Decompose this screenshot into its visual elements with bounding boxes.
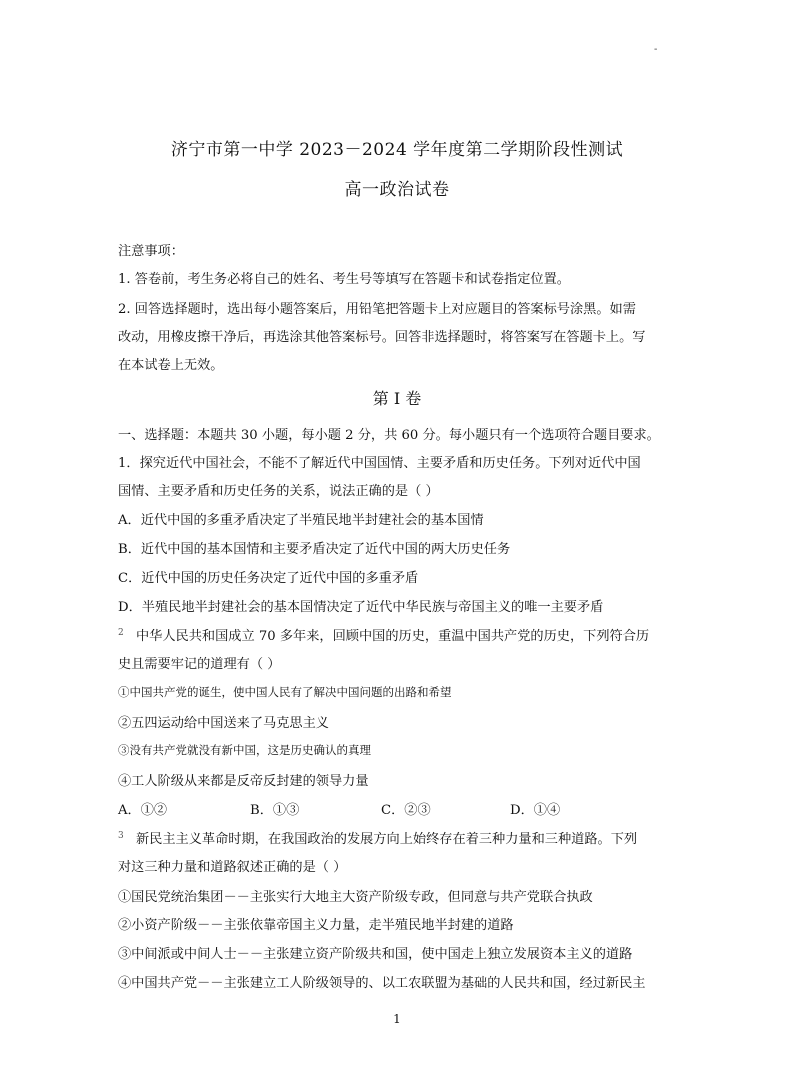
q2-stem-line-2: 史且需要牢记的道理有（ ） [118,657,281,672]
q2-number: 2 [118,628,124,638]
q1-option-d: D．半殖民地半封建社会的基本国情决定了近代中华民族与帝国主义的唯一主要矛盾 [118,600,604,615]
q3-number: 3 [118,831,124,841]
exam-title: 济宁市第一中学 2023－2024 学年度第二学期阶段性测试 [170,140,624,160]
q2-statement-2: ②五四运动给中国送来了马克思主义 [118,716,329,731]
notice-item-2-line-2: 改动，用橡皮擦干净后，再选涂其他答案标号。回答非选择题时，将答案写在答题卡上。写 [118,330,646,345]
notice-heading: 注意事项： [118,244,184,259]
q1-stem-line-2: 国情、主要矛盾和历史任务的关系，说法正确的是（ ） [118,484,439,499]
part-heading: 一、选择题：本题共 30 小题，每小题 2 分，共 60 分。每小题只有一个选项符合题目要求。 [118,428,660,443]
q3-stem-line-1: 新民主主义革命时期，在我国政治的发展方向上始终存在着三种力量和三种道路。下列 [136,832,638,847]
q2-statement-1: ①中国共产党的诞生，使中国人民有了解决中国问题的出路和希望 [118,685,452,699]
q1-stem-line-1: 1．探究近代中国社会，不能不了解近代中国国情、主要矛盾和历史任务。下列对近代中国 [118,456,641,471]
q2-statement-3: ③没有共产党就没有新中国，这是历史确认的真理 [118,743,371,757]
page-number: 1 [393,1012,401,1026]
q2-option-c: C．②③ [381,803,431,818]
q1-option-c: C．近代中国的历史任务决定了近代中国的多重矛盾 [118,571,419,586]
q2-option-d: D．①④ [510,803,561,818]
q3-stem-line-2: 对这三种力量和道路叙述正确的是（ ） [118,860,347,875]
notice-item-1: 1. 答卷前，考生务必将自己的姓名、考生号等填写在答题卡和试卷指定位置。 [118,272,570,287]
corner-mark: - [654,44,658,55]
section-title: 第 I 卷 [372,389,422,408]
q3-statement-2: ②小资产阶级－－主张依靠帝国主义力量，走半殖民地半封建的道路 [118,918,514,933]
q1-option-a: A．近代中国的多重矛盾决定了半殖民地半封建社会的基本国情 [118,513,484,528]
q3-statement-4: ④中国共产党－－主张建立工人阶级领导的、以工农联盟为基础的人民共和国，经过新民主 [118,976,646,991]
notice-item-2-line-1: 2. 回答选择题时，选出每小题答案后，用铅笔把答题卡上对应题目的答案标号涂黑。如需 [118,302,636,317]
q1-option-b: B．近代中国的基本国情和主要矛盾决定了近代中国的两大历史任务 [118,542,511,557]
q2-option-b: B．①③ [250,803,300,818]
q3-statement-3: ③中间派或中间人士－－主张建立资产阶级共和国，使中国走上独立发展资本主义的道路 [118,947,633,962]
exam-subtitle: 高一政治试卷 [344,180,450,200]
q3-statement-1: ①国民党统治集团－－主张实行大地主大资产阶级专政，但同意与共产党联合执政 [118,890,593,905]
notice-item-2-line-3: 在本试卷上无效。 [118,358,224,373]
q2-statement-4: ④工人阶级从来都是反帝反封建的领导力量 [118,774,369,789]
q2-option-a: A．①② [118,803,168,818]
q2-stem-line-1: 中华人民共和国成立 70 多年来，回顾中国的历史，重温中国共产党的历史，下列符合历 [136,629,650,644]
